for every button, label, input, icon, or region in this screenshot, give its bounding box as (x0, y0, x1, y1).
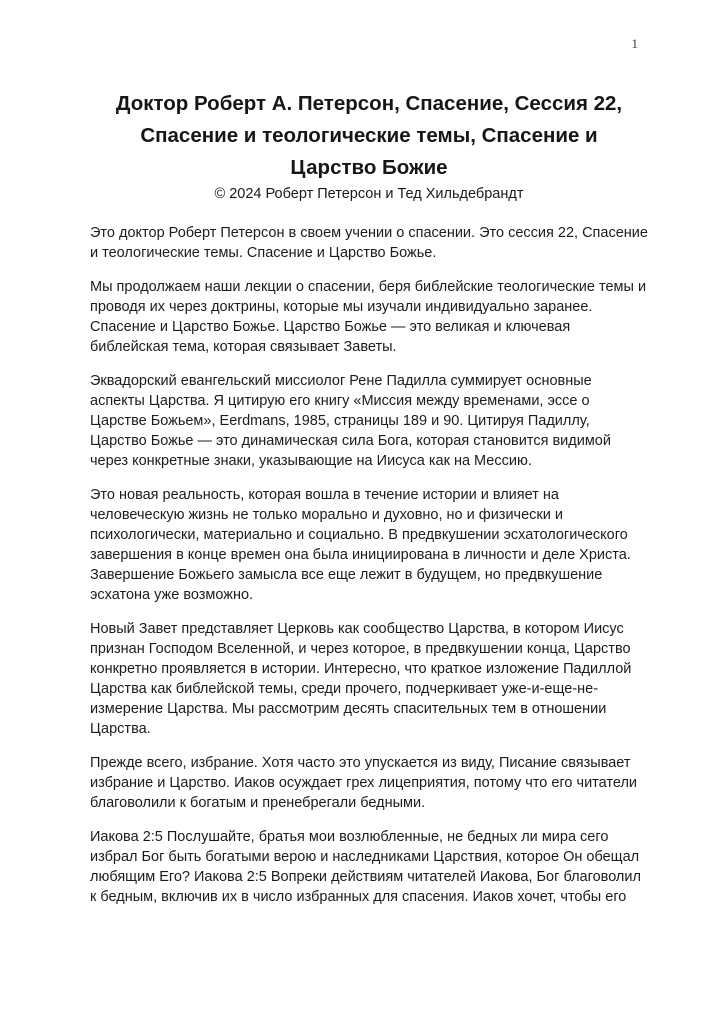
title-line-3: Царство Божие (290, 156, 448, 179)
paragraph-6: Прежде всего, избрание. Хотя часто это упускается из виду, Писание связывает избрание и Царство. Иаков осуждает грех лицеприятия, потому что его читатели благоволили к богатым и пренебрегали бедными. (90, 755, 638, 811)
copyright-line: © 2024 Роберт Петерсон и Тед Хильдебрандт (214, 186, 524, 202)
title-line-1: Доктор Роберт А. Петерсон, Спасение, Сессия 22, (115, 92, 623, 115)
document-title (90, 88, 648, 184)
paragraph-3: Эквадорский евангельский миссиолог Рене Падилла суммирует основные аспекты Царства. Я цитирую его книгу «Миссия между временами, эссе о Царстве Божьем», Eerdmans, 1985, страницы 189 и 90. Цитируя Падиллу, Царство Божье — это динамическая сила Бога, которая становится видимой через конкретные знаки, указывающие на Иисуса как на Мессию. (90, 373, 611, 469)
paragraph-4: Это новая реальность, которая вошла в течение истории и влияет на человеческую жизнь не только морально и духовно, но и физически и психологически, материально и социально. В предвкушении эсхатологического завершения в конце времен она была инициирована в личности и деле Христа. Завершение Божьего замысла все еще лежит в будущем, но предвкушение эсхатона уже возможно. (90, 487, 631, 603)
document-body (90, 223, 648, 907)
paragraph-1: Это доктор Роберт Петерсон в своем учении о спасении. Это сессия 22, Спасение и теологические темы. Спасение и Царство Божье. (90, 225, 648, 261)
paragraph-2: Мы продолжаем наши лекции о спасении, беря библейские теологические темы и проводя их через доктрины, которые мы изучали индивидуально заранее. Спасение и Царство Божье. Царство Божье — это великая и ключевая библейская тема, которая связывает Заветы. (90, 279, 647, 355)
page-number: 1 (631, 36, 638, 51)
title-line-2: Спасение и теологические темы, Спасение и (140, 124, 598, 147)
paragraph-5: Новый Завет представляет Церковь как сообщество Царства, в котором Иисус признан Господом Вселенной, и через которое, в предвкушении конца, Царство конкретно проявляется в истории. Интересно, что краткое изложение Падиллой Царства как библейской темы, среди прочего, подчеркивает уже-и-еще-не-измерение Царства. Мы рассмотрим десять спасительных тем в отношении Царства. (90, 621, 632, 737)
paragraph-7: Иакова 2:5 Послушайте, братья мои возлюбленные, не бедных ли мира сего избрал Бог быть богатыми верою и наследниками Царствия, которое Он обещал любящим Его? Иакова 2:5 Вопреки действиям читателей Иакова, Бог благоволил к бедным, включив их в число избранных для спасения. Иаков хочет, чтобы его (90, 829, 641, 905)
